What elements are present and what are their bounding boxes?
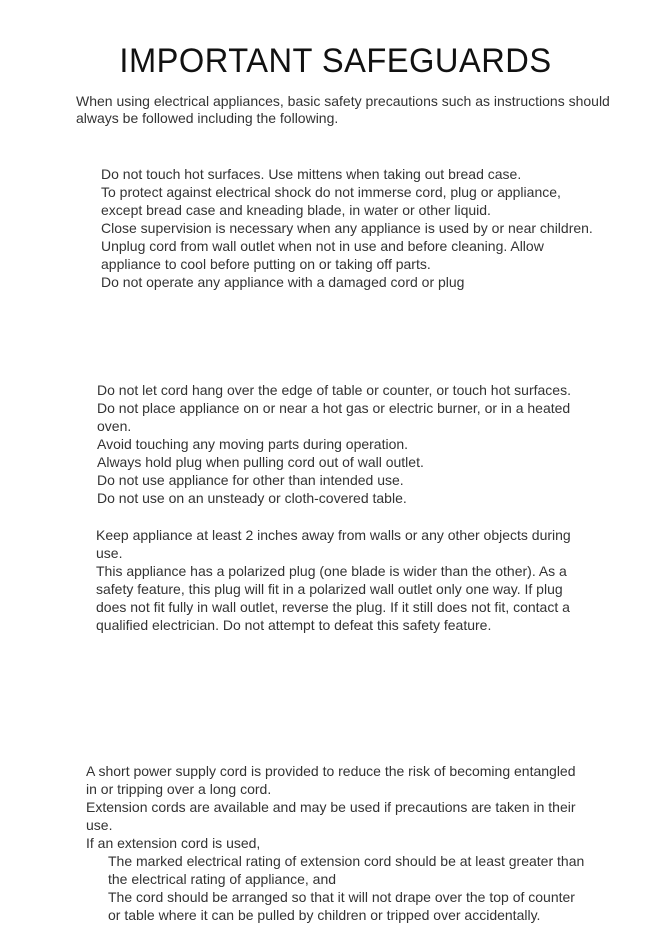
safeguards-block-4 [86, 762, 584, 924]
text-line: Unplug cord from wall outlet when not in use and before cleaning. Allow [101, 238, 544, 254]
indented-text-line: The marked electrical rating of extension cord should be at least greater than [108, 853, 585, 869]
text-line: except bread case and kneading blade, in water or other liquid. [101, 202, 491, 218]
indented-text-line: the electrical rating of appliance, and [108, 871, 337, 887]
text-line: Extension cords are available and may be used if precautions are taken in their [86, 799, 576, 815]
page-title: IMPORTANT SAFEGUARDS [119, 42, 552, 80]
indented-text-line: The cord should be arranged so that it will not drape over the top of counter [108, 889, 575, 905]
safeguards-block-2 [97, 381, 571, 507]
indented-text-line: or table where it can be pulled by children or tripped over accidentally. [108, 907, 541, 923]
text-line: use. [96, 545, 123, 561]
text-line: Do not operate any appliance with a damaged cord or plug [101, 274, 465, 290]
text-line: safety feature, this plug will fit in a polarized wall outlet only one way. If plug [96, 581, 563, 597]
text-line: Do not place appliance on or near a hot gas or electric burner, or in a heated [97, 400, 571, 416]
text-line: appliance to cool before putting on or taking off parts. [101, 256, 431, 272]
safeguards-block-3 [96, 526, 571, 634]
text-line: Close supervision is necessary when any appliance is used by or near children. [101, 220, 593, 236]
text-line: To protect against electrical shock do not immerse cord, plug or appliance, [101, 184, 561, 200]
text-line: Do not use appliance for other than intended use. [97, 472, 404, 488]
text-line: does not fit fully in wall outlet, reverse the plug. If it still does not fit, contact a [96, 599, 570, 615]
text-line: qualified electrician. Do not attempt to defeat this safety feature. [96, 617, 492, 633]
text-line: Do not use on an unsteady or cloth-covered table. [97, 490, 407, 506]
text-line: A short power supply cord is provided to reduce the risk of becoming entangled [86, 763, 576, 779]
safeguards-block-1 [101, 165, 593, 291]
text-line: oven. [97, 418, 132, 434]
text-line: Always hold plug when pulling cord out of wall outlet. [97, 454, 424, 470]
text-line: Do not let cord hang over the edge of table or counter, or touch hot surfaces. [97, 382, 571, 398]
text-line: Avoid touching any moving parts during operation. [97, 436, 409, 452]
intro-paragraph: When using electrical appliances, basic safety precautions such as instructions should always be followed including the following. [76, 93, 610, 126]
text-line: If an extension cord is used, [86, 835, 261, 851]
text-line: This appliance has a polarized plug (one blade is wider than the other). As a [96, 563, 567, 579]
text-line: in or tripping over a long cord. [86, 781, 272, 797]
text-line: use. [86, 817, 113, 833]
text-line: Keep appliance at least 2 inches away from walls or any other objects during [96, 527, 571, 543]
text-line: Do not touch hot surfaces. Use mittens when taking out bread case. [101, 166, 522, 182]
